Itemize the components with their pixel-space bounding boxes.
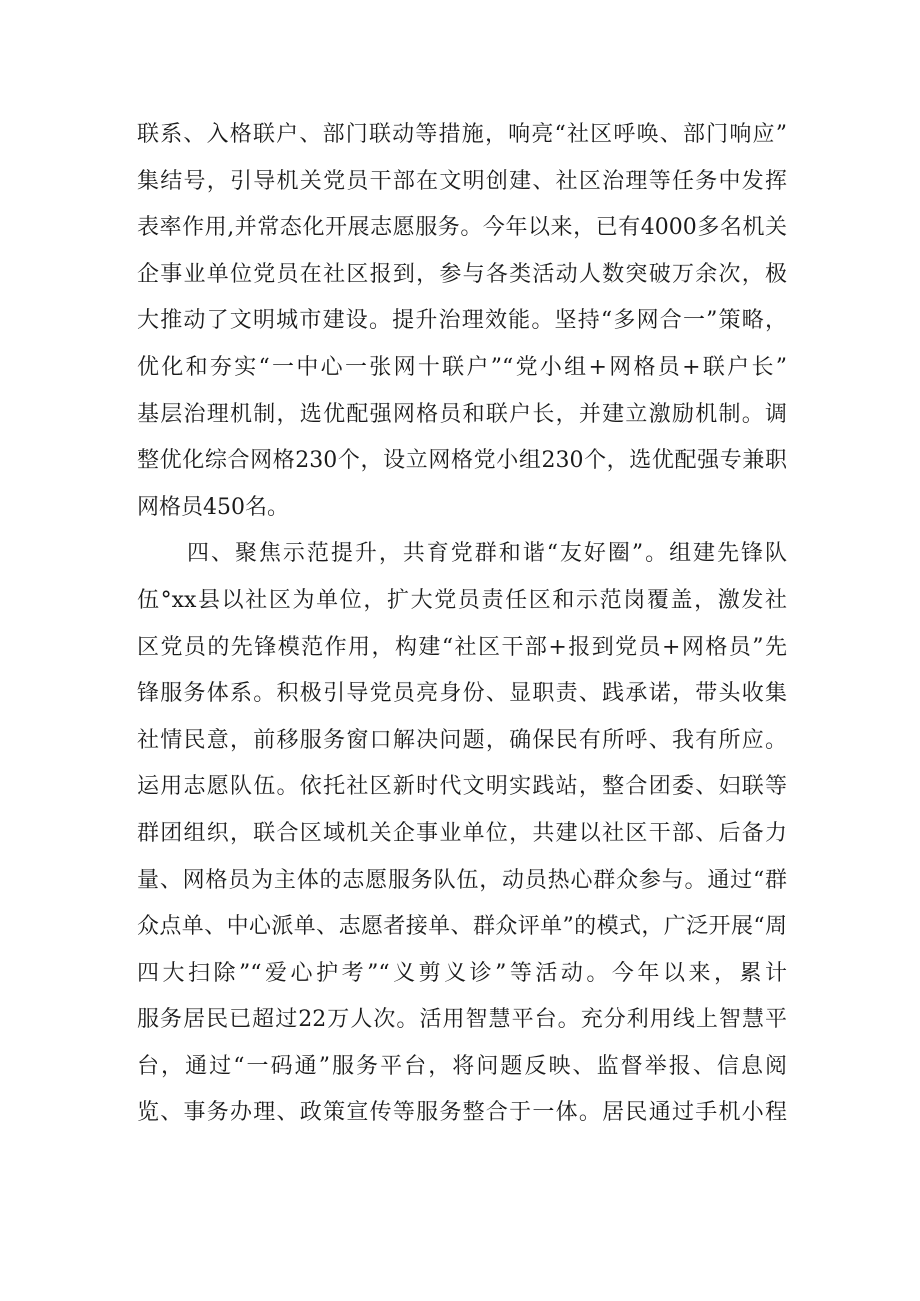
- text-line: 伍°xx县以社区为单位，扩大党员责任区和示范岗覆盖，激发社: [137, 587, 787, 613]
- text-line: 网格员450名。: [137, 494, 289, 520]
- body-text: [137, 112, 787, 1137]
- text-line: 整优化综合网格230个，设立网格党小组230个，选优配强专兼职: [137, 448, 787, 474]
- text-line: 基层治理机制，选优配强网格员和联户长，并建立激励机制。调: [137, 401, 787, 427]
- text-line: 锋服务体系。积极引导党员亮身份、显职责、践承诺，带头收集: [137, 681, 787, 707]
- text-line: 台，通过“一码通”服务平台，将问题反映、监督举报、信息阅: [137, 1053, 787, 1079]
- section-heading-line: 四、聚焦示范提升，共育党群和谐“友好圈”。组建先锋队: [187, 541, 787, 567]
- text-line: 览、事务办理、政策宣传等服务整合于一体。居民通过手机小程: [137, 1100, 787, 1126]
- text-line: 区党员的先锋模范作用，构建“社区干部+报到党员+网格员”先: [137, 634, 787, 660]
- text-line: 表率作用,并常态化开展志愿服务。今年以来，已有4000多名机关: [137, 215, 787, 241]
- text-line: 服务居民已超过22万人次。活用智慧平台。充分利用线上智慧平: [137, 1007, 787, 1033]
- text-line: 优化和夯实“一中心一张网十联户”“党小组+网格员+联户长”: [137, 354, 787, 380]
- text-line: 运用志愿队伍。依托社区新时代文明实践站，整合团委、妇联等: [137, 774, 787, 800]
- text-line: 群团组织，联合区域机关企事业单位，共建以社区干部、后备力: [137, 820, 787, 846]
- text-line: 众点单、中心派单、志愿者接单、群众评单”的模式，广泛开展“周: [137, 914, 787, 940]
- text-line: 集结号，引导机关党员干部在文明创建、社区治理等任务中发挥: [137, 168, 787, 194]
- text-line: 四大扫除”“爱心护考”“义剪义诊”等活动。今年以来，累计: [137, 960, 787, 986]
- text-line: 企事业单位党员在社区报到，参与各类活动人数突破万余次，极: [137, 261, 787, 287]
- text-line: 社情民意，前移服务窗口解决问题，确保民有所呼、我有所应。: [137, 727, 787, 753]
- text-line: 量、网格员为主体的志愿服务队伍，动员热心群众参与。通过“群: [137, 867, 787, 893]
- text-line: 大推动了文明城市建设。提升治理效能。坚持“多网合一”策略，: [137, 308, 787, 334]
- text-line: 联系、入格联户、部门联动等措施，响亮“社区呼唤、部门响应”: [137, 122, 787, 147]
